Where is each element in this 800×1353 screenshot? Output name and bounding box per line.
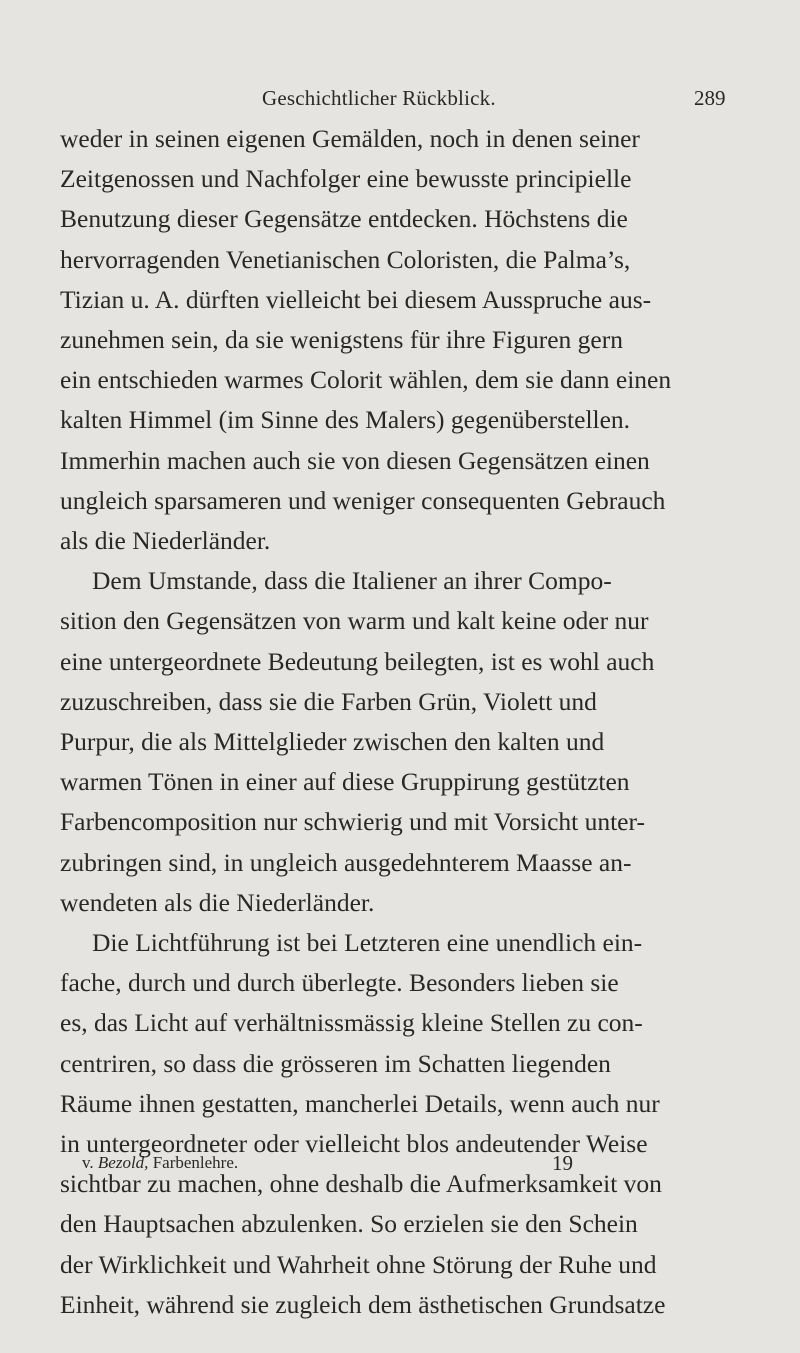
text-line: ein entschieden warmes Colorit wählen, dem sie dann einen xyxy=(60,365,672,395)
text-line: Dem Umstande, dass die Italiener an ihrer Compo- xyxy=(92,566,612,596)
text-line: kalten Himmel (im Sinne des Malers) gegenüberstellen. xyxy=(60,405,631,435)
text-line: Die Lichtführung ist bei Letzteren eine unendlich ein- xyxy=(92,928,643,957)
text-line: weder in seinen eigenen Gemälden, noch in denen seiner xyxy=(60,124,640,153)
text-line: zunehmen sein, da sie wenigstens für ihre Figuren gern xyxy=(60,325,623,354)
page-footer xyxy=(0,1151,800,1181)
text-line: wendeten als die Niederländer. xyxy=(60,887,375,917)
page-header xyxy=(0,86,800,116)
text-line: Farbencomposition nur schwierig und mit Vorsicht unter- xyxy=(60,807,645,837)
text-line: als die Niederländer. xyxy=(60,526,271,555)
text-line: den Hauptsachen abzulenken. So erzielen sie den Schein xyxy=(60,1209,638,1239)
text-line: der Wirklichkeit und Wahrheit ohne Störung der Ruhe und xyxy=(60,1249,657,1279)
signature-prefix: v. xyxy=(82,1153,94,1172)
text-line: centriren, so dass die grösseren im Schatten liegenden xyxy=(60,1048,611,1078)
text-line: warmen Tönen in einer auf diese Gruppirung gestützten xyxy=(60,767,630,797)
text-line: es, das Licht auf verhältnissmässig kleine Stellen zu con- xyxy=(60,1008,643,1038)
text-line: eine untergeordnete Bedeutung beilegten, ist es wohl auch xyxy=(60,646,655,676)
text-line: Immerhin machen auch sie von diesen Gegensätzen einen xyxy=(60,445,650,475)
text-line: zubringen sind, in ungleich ausgedehnterem Maasse an- xyxy=(60,847,632,877)
text-line: ungleich sparsameren und weniger consequenten Gebrauch xyxy=(60,485,666,515)
text-line: fache, durch und durch überlegte. Besonders lieben sie xyxy=(60,968,619,998)
text-line: sition den Gegensätzen von warm und kalt keine oder nur xyxy=(60,606,649,636)
running-head: Geschichtlicher Rückblick. xyxy=(262,86,496,110)
signature-mark xyxy=(82,1153,238,1173)
text-line: sichtbar zu machen, ohne deshalb die Aufmerksamkeit von xyxy=(60,1169,662,1199)
text-line: Zeitgenossen und Nachfolger eine bewusste principielle xyxy=(60,164,632,194)
text-line: in untergeordneter oder vielleicht blos andeutender Weise xyxy=(60,1129,648,1158)
sheet-number: 19 xyxy=(552,1151,573,1175)
text-line: Benutzung dieser Gegensätze entdecken. Höchstens die xyxy=(60,204,628,234)
text-line: Purpur, die als Mittelglieder zwischen den kalten und xyxy=(60,727,605,756)
text-line: Einheit, während sie zugleich dem ästhetischen Grundsatze xyxy=(60,1289,666,1319)
text-line: zuzuschreiben, dass sie die Farben Grün, Violett und xyxy=(60,686,597,716)
text-line: Räume ihnen gestatten, mancherlei Details, wenn auch nur xyxy=(60,1088,660,1118)
page-number: 289 xyxy=(694,86,726,110)
text-line: hervorragenden Venetianischen Coloristen, die Palma’s, xyxy=(60,244,631,274)
signature-title: Farbenlehre. xyxy=(152,1153,239,1172)
text-line: Tizian u. A. dürften vielleicht bei diesem Ausspruche aus- xyxy=(60,284,652,314)
signature-author: Bezold, xyxy=(97,1153,149,1172)
